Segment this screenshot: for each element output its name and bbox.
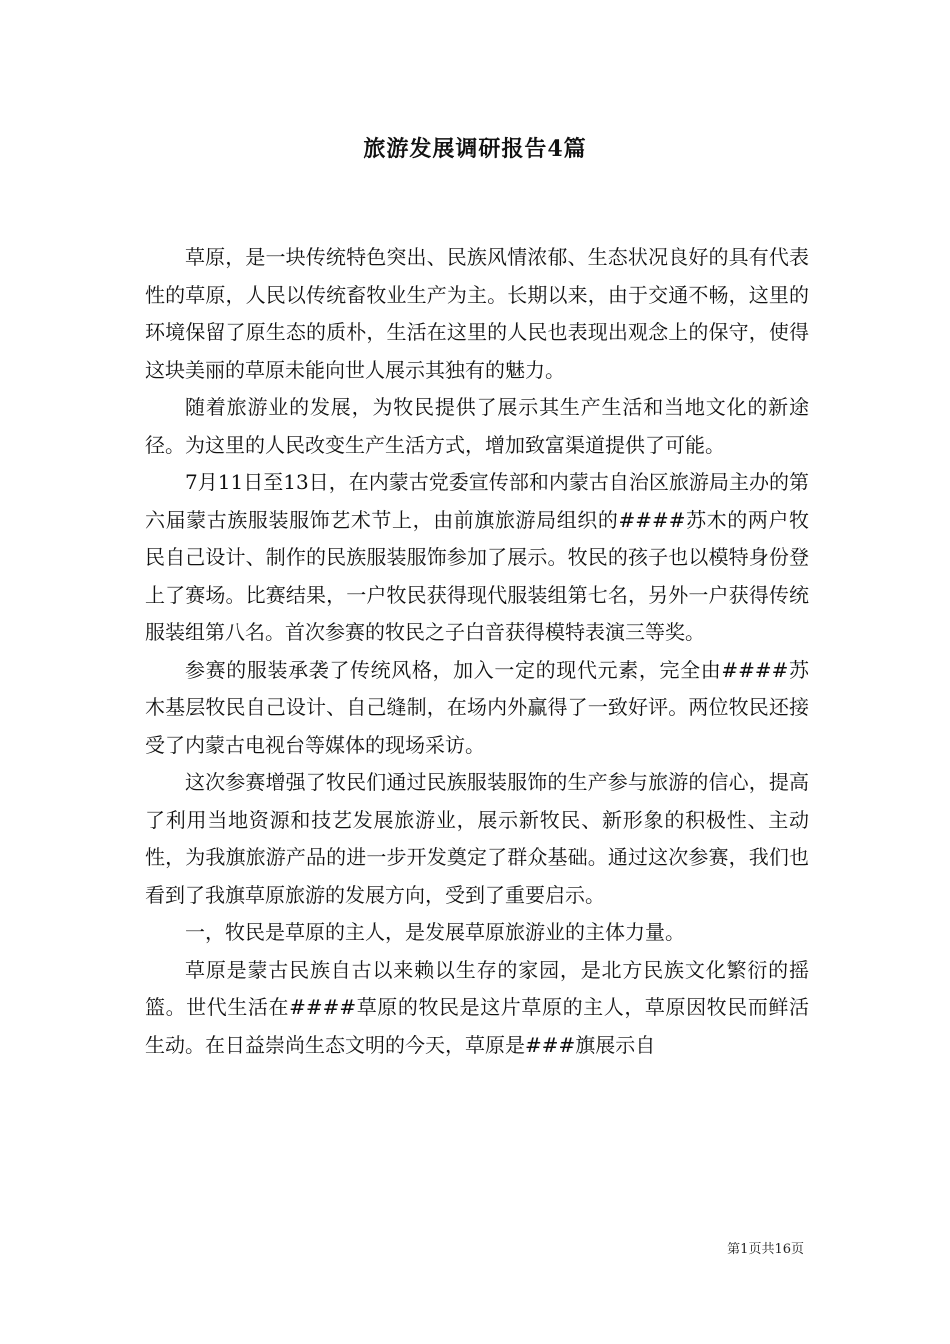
- document-title: 旅游发展调研报告4篇: [363, 136, 587, 162]
- paragraph-4: 参赛的服装承袭了传统风格，加入一定的现代元素，完全由####苏木基层牧民自己设计、自己缝制，在场内外赢得了一致好评。两位牧民还接受了内蒙古电视台等媒体的现场采访。: [145, 657, 809, 757]
- document-body: [145, 239, 809, 1064]
- paragraph-5: 这次参赛增强了牧民们通过民族服装服饰的生产参与旅游的信心，提高了利用当地资源和技艺发展旅游业，展示新牧民、新形象的积极性、主动性，为我旗旅游产品的进一步开发奠定了群众基础。通过这次参赛，我们也看到了我旗草原旅游的发展方向，受到了重要启示。: [145, 770, 809, 907]
- paragraph-1: 草原，是一块传统特色突出、民族风情浓郁、生态状况良好的具有代表性的草原，人民以传统畜牧业生产为主。长期以来，由于交通不畅，这里的环境保留了原生态的质朴，生活在这里的人民也表现出观念上的保守，使得这块美丽的草原未能向世人展示其独有的魅力。: [145, 245, 809, 382]
- section-heading-1: 一，牧民是草原的主人，是发展草原旅游业的主体力量。: [185, 920, 685, 944]
- paragraph-3: 7月11日至13日，在内蒙古党委宣传部和内蒙古自治区旅游局主办的第六届蒙古族服装服饰艺术节上，由前旗旅游局组织的####苏木的两户牧民自己设计、制作的民族服装服饰参加了展示。牧民的孩子也以模特身份登上了赛场。比赛结果，一户牧民获得现代服装组第七名，另外一户获得传统服装组第八名。首次参赛的牧民之子白音获得模特表演三等奖。: [145, 470, 809, 644]
- paragraph-6: 草原是蒙古民族自古以来赖以生存的家园，是北方民族文化繁衍的摇篮。世代生活在####草原的牧民是这片草原的主人，草原因牧民而鲜活生动。在日益崇尚生态文明的今天，草原是###旗展示自: [145, 957, 809, 1057]
- paragraph-2: 随着旅游业的发展，为牧民提供了展示其生产生活和当地文化的新途径。为这里的人民改变生产生活方式，增加致富渠道提供了可能。: [145, 395, 809, 457]
- page-number: 第1页共16页: [727, 1242, 804, 1257]
